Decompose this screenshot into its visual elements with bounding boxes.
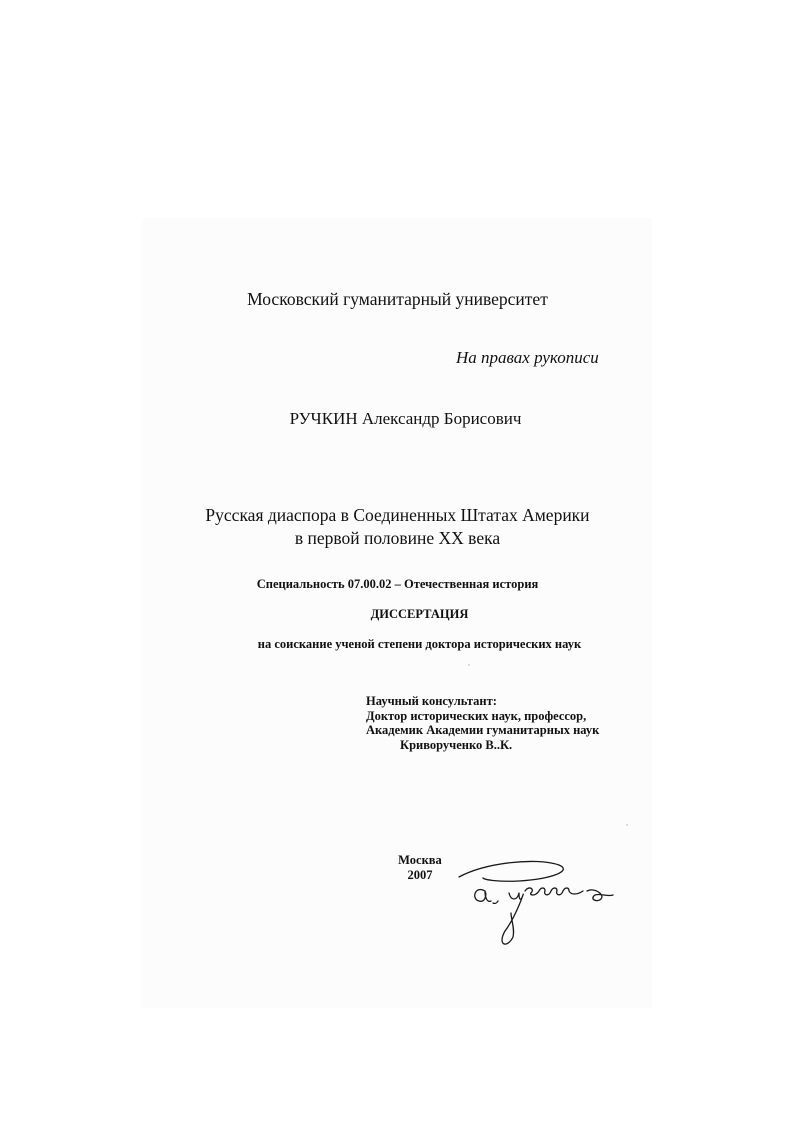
document-type: ДИССЕРТАЦИЯ [370, 607, 469, 621]
handwritten-signature [455, 855, 620, 955]
city: Москва [398, 853, 442, 867]
scientific-consultant-block [366, 694, 599, 752]
place-and-year [395, 853, 445, 883]
dissertation-title-line-1: Русская диаспора в Соединенных Штатах Америки [205, 505, 590, 525]
scan-speck [626, 824, 628, 826]
specialty-line: Специальность 07.00.02 – Отечественная история [256, 577, 539, 591]
consultant-degree: Доктор исторических наук, профессор, [366, 708, 587, 723]
dissertation-title-line-2: в первой половине XX века [294, 528, 501, 548]
degree-purpose: на соискание ученой степени доктора исторических наук [257, 637, 582, 651]
consultant-name: Криворученко В..К. [400, 737, 513, 752]
consultant-label: Научный консультант: [366, 694, 497, 708]
consultant-academic-title: Академик Академии гуманитарных наук [366, 723, 600, 737]
manuscript-note: На правах рукописи [456, 348, 599, 367]
year: 2007 [407, 868, 433, 882]
author-name: РУЧКИН Александр Борисович [289, 409, 522, 428]
scan-speck [468, 664, 470, 666]
institution-name: Московский гуманитарный университет [247, 289, 548, 309]
